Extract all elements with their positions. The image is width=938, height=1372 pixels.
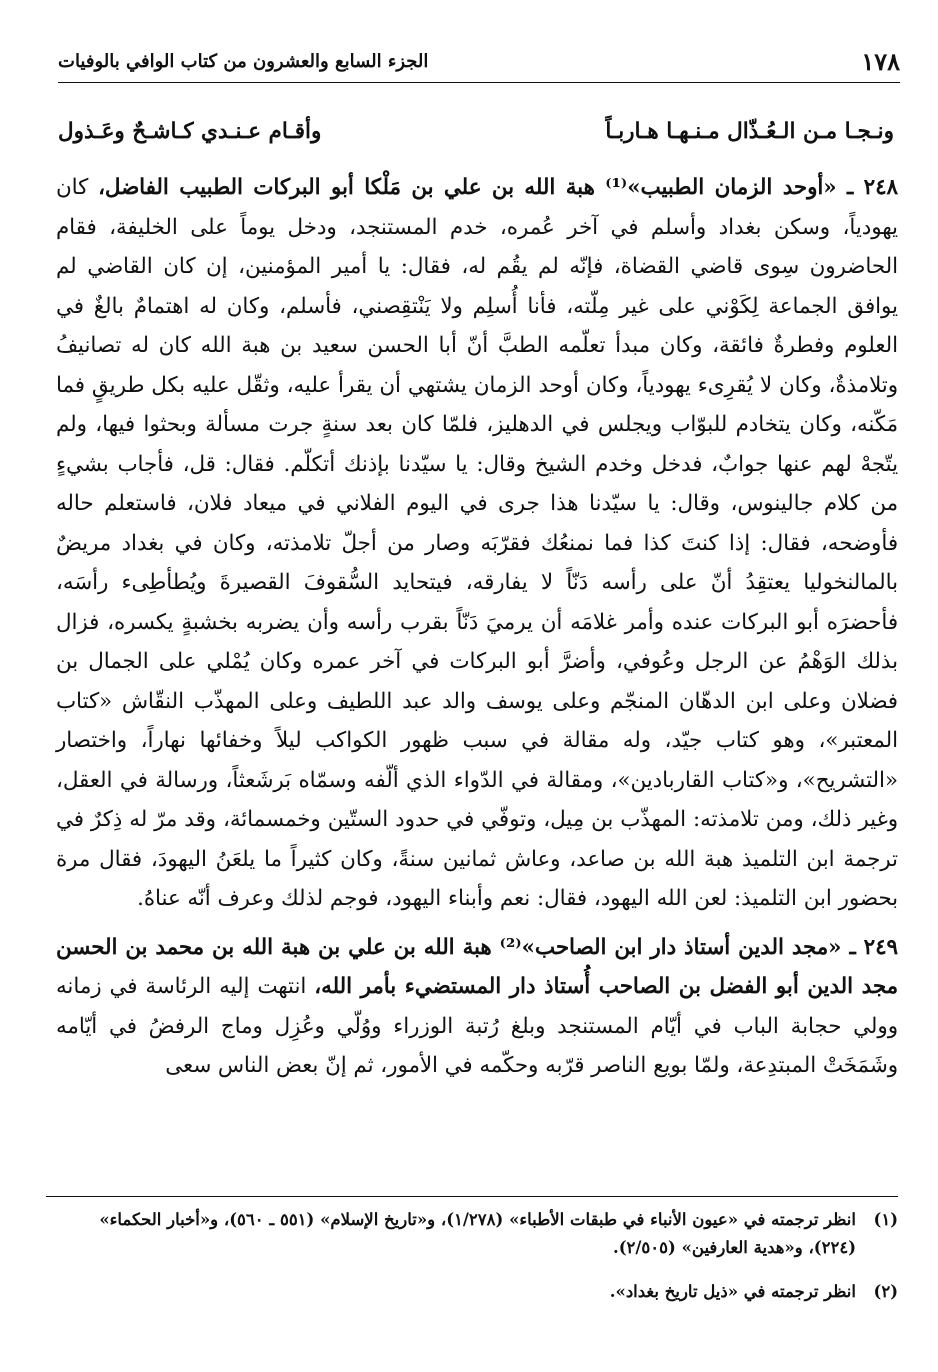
footnote-number: (٢) xyxy=(873,1282,898,1301)
footnote-divider xyxy=(46,1196,898,1197)
entry-heading: ٢٤٩ ـ «مجد الدين أستاذ دار ابن الصاحب»⁽²⁾ هبة الله بن علي بن هبة الله بن محمد بن الحسن مجد الدين أبو الفضل بن الصاحب أُستاذ دار المستضيء بأمر الله، xyxy=(56,934,898,999)
running-title: الجزء السابع والعشرون من كتاب الوافي بالوفيات xyxy=(58,50,429,72)
footnote-2 xyxy=(56,1278,898,1306)
poetry-verse xyxy=(58,108,894,154)
entry-heading: ٢٤٨ ـ «أوحد الزمان الطبيب»⁽¹⁾ هبة الله بن علي بن مَلْكا أبو البركات الطبيب الفاضل، xyxy=(98,175,898,200)
footnote-text: انظر ترجمته في «عيون الأنباء في طبقات الأطباء» (١/٢٧٨)، و«تاريخ الإسلام» (٥٥١ ـ ٥٦٠)، و«أخبار الحكماء» (٢٢٤)، و«هدية العارفين» (٢/٥٠٥). xyxy=(99,1210,856,1257)
verse-first-hemistich: ونـجـا مـن الـعُـذّال مـنـهـا هـاربـاً xyxy=(605,118,894,144)
page-header xyxy=(58,40,900,83)
footnote-number: (١) xyxy=(873,1210,898,1229)
main-text xyxy=(56,168,898,1086)
footnote-text: انظر ترجمته في «ذيل تاريخ بغداد». xyxy=(609,1282,856,1301)
verse-second-hemistich: وأقـام عـنـدي كـاشـحٌ وعَـذول xyxy=(58,118,322,144)
page-number: ١٧٨ xyxy=(861,46,900,76)
footnotes xyxy=(56,1206,898,1306)
entry-248 xyxy=(56,168,898,919)
entry-249 xyxy=(56,928,898,1086)
footnote-1 xyxy=(56,1206,898,1262)
entry-body: انتهت إليه الرئاسة في زمانه وولي حجابة الباب في أيّام المستنجد وبلغ رُتبة الوزراء ووُلّي وعُزِل وماج الرفضُ في أيّامه وشَمَخَتْ المبتدِعة، ولمّا بويع الناصر قرّبه وحكّمه في الأمور، ثم إنّ بعض الناس سعى xyxy=(56,974,898,1078)
entry-body: كان يهودياً، وسكن بغداد وأسلم في آخر عُمره، خدم المستنجد، ودخل يوماً على الخليفة، فقام الحاضرون سِوى قاضي القضاة، فإنّه لم يقُم له، فقال: يا أمير المؤمنين، إن كان القاضي لم يوافق الجماعة لِكَوْني على غير مِلّته، فأنا أُسلِم ولا يَنْتقِصني، فأسلم، وكان له اهتمامٌ بالغٌ في العلوم وفطرةٌ فائقة، وكان مبدأ تعلّمه الطبَّ أنّ أبا الحسن سعيد بن هبة الله كان له تصانيفُ وتلامذةٌ، وكان لا يُقرِىء يهودياً، وكان أوحد الزمان يشتهي أن يقرأ عليه، وثقّل عليه بكل طريقٍ فما مَكّنه، وكان يتخادم للبوّاب ويجلس في الدهليز، فلمّا كان بعد سنةٍ جرت مسألة وبحثوا فيها، ولم يتّجهْ لهم عنها جوابٌ، فدخل وخدم الشيخ وقال: يا سيّدنا بإذنك أتكلّم. فقال: قل، فأجاب بشيءٍ من كلام جالينوس، وقال: يا سيّدنا هذا جرى في اليوم الفلاني في ميعاد فلان، فاستعلم حاله فأوضحه، فقال: إذا كنتَ كذا فما نمنعُك فقرّبَه وصار من أجلّ تلامذته، وكان في بغداد مريضٌ بالمالنخوليا يعتقِدُ أنّ على رأسه دَنّاً لا يفارقه، فيتحايد السُّقوفَ القصيرةَ ويُطأطِىء رأسَه، فأحضرَه أبو البركات عنده وأمر غلامَه أن يرميَ دَنّاً بقرب رأسه وأن يضربه بخشبةٍ يكسره، فزال بذلك الوَهْمُ عن الرجل وعُوفي، وأضرَّ أبو البركات في آخر عمره وكان يُمْلي على الجمال بن فضلان وعلى ابن الدهّان المنجّم وعلى يوسف والد عبد اللطيف وعلى المهذّب النقّاش «كتاب المعتبر»، وهو كتاب جيّد، وله مقالة في سبب ظهور الكواكب ليلاً وخفائها نهاراً، واختصار «التشريح»، و«كتاب القاربادين»، ومقالة في الدّواء الذي ألّفه وسمّاه بَرشَعثاً، ورسالة في العقل، وغير ذلك، ومن تلامذته: المهذّب بن مِيل، وتوفّي في حدود الستّين وخمسمائة، وقد مرّ له ذِكرٌ في ترجمة ابن التلميذ هبة الله بن صاعد، وعاش ثمانين سنةً، وكان كثيراً ما يلعَنُ اليهودَ، فقال مرة بحضور ابن التلميذ: لعن الله اليهود، فقال: نعم وأبناء اليهود، فوجم لذلك وعرف أنّه عناهُ. xyxy=(56,175,898,911)
